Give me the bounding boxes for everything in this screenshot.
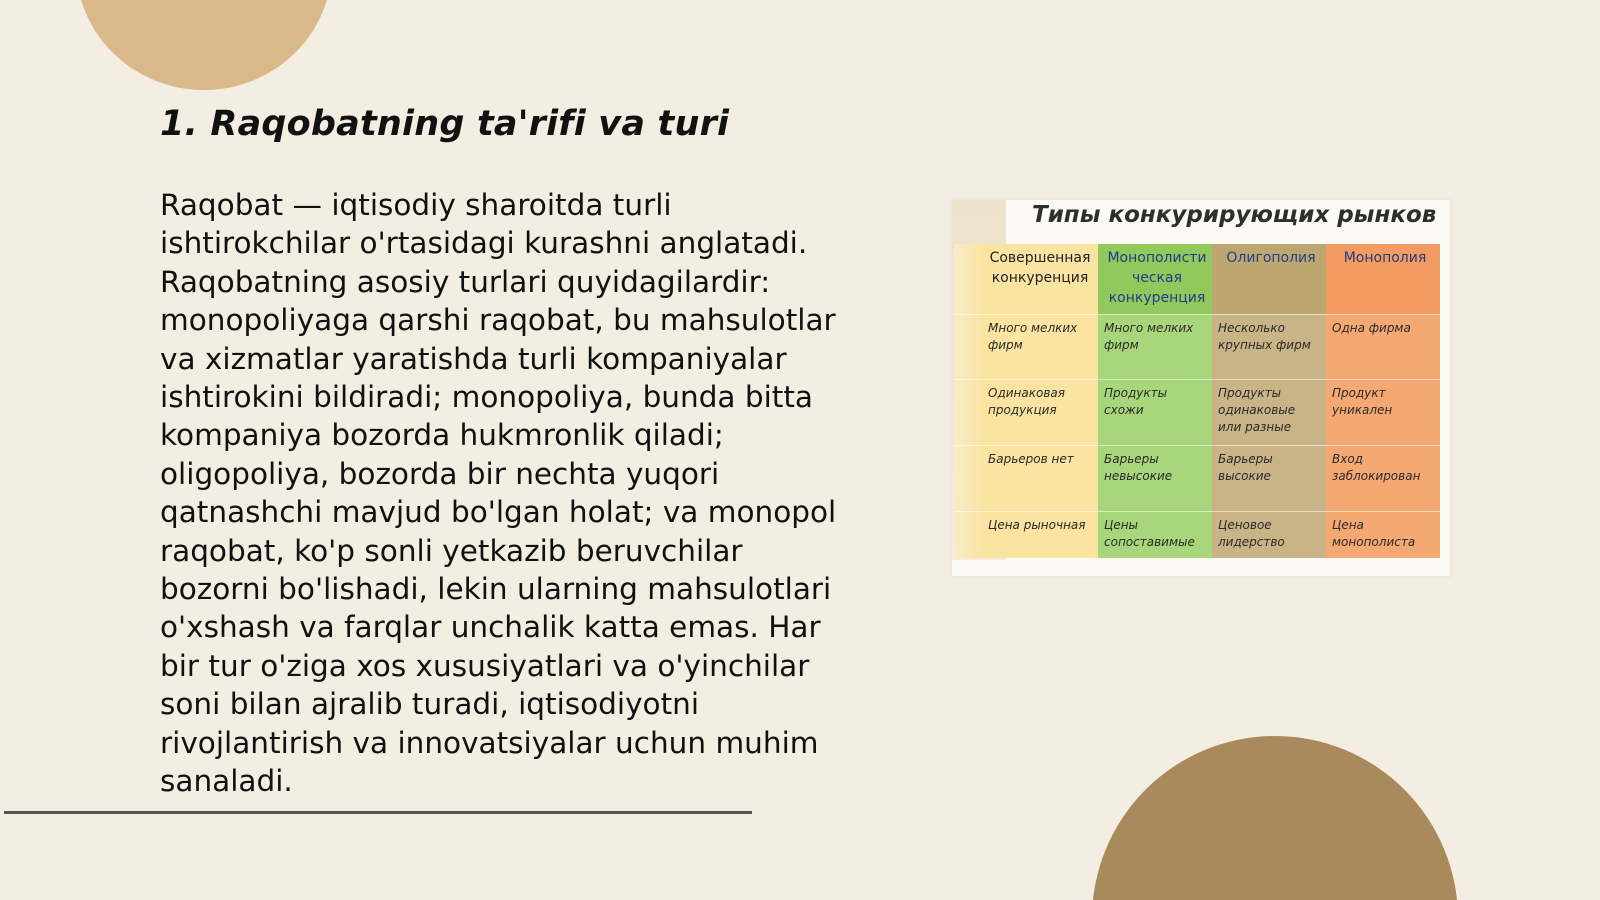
table-cell: Много мелких фирм: [1098, 314, 1212, 379]
header-oligopoly: Олигополия: [1212, 244, 1326, 314]
slide-title: 1. Raqobatning ta'rifi va turi: [160, 104, 730, 144]
table-cell: Цена рыночная: [954, 511, 1098, 558]
table-cell: Продукты одинаковые или разные: [1212, 379, 1326, 445]
header-monopolistic-competition: Монополисти ческая конкуренция: [1098, 244, 1212, 314]
slide-body-text: Raqobat — iqtisodiy sharoitda turli ishtirokchilar o'rtasidagi kurashni anglatadi. Raqobatning asosiy turlari quyidagilardir: monopoliyaga qarshi raqobat, bu mahsulotlar va xizmatlar yaratishda turli kompaniyalar ishtirokini bildiradi; monopoliya, bunda bitta kompaniya bozorda hukmronlik qiladi; oligopoliya, bozorda bir nechta yuqori qatnashchi mavjud bo'lgan holat; va monopol raqobat, ko'p sonli yetkazib beruvchilar bozorni bo'lishadi, lekin ularning mahsulotlari o'xshash va farqlar unchalik katta emas. Har bir tur o'ziga xos xususiyatlari va o'yinchilar soni bilan ajralib turadi, iqtisodiyotni rivojlantirish va innovatsiyalar uchun muhim sanaladi.: [160, 188, 837, 799]
table-title: Типы конкурирующих рынков: [1032, 202, 1437, 228]
table-cell: Цена монополиста: [1326, 511, 1440, 558]
decorative-circle-top: [76, 0, 332, 90]
table-cell: Ценовое лидерство: [1212, 511, 1326, 558]
table-cell: Несколько крупных фирм: [1212, 314, 1326, 379]
divider-line: [4, 811, 752, 814]
table-cell: Цены сопоставимые: [1098, 511, 1212, 558]
table-cell: Барьеры невысокие: [1098, 445, 1212, 511]
table-cell: Одинаковая продукция: [954, 379, 1098, 445]
decorative-circle-bottom: [1092, 736, 1458, 900]
table-cell: Продукт уникален: [1326, 379, 1440, 445]
header-monopoly: Монополия: [1326, 244, 1440, 314]
table-cell: Барьеры высокие: [1212, 445, 1326, 511]
header-perfect-competition: Совершенная конкуренция: [954, 244, 1098, 314]
market-types-grid: [954, 244, 1440, 558]
table-cell: Барьеров нет: [954, 445, 1098, 511]
market-types-table-image: [952, 200, 1450, 576]
table-cell: Много мелких фирм: [954, 314, 1098, 379]
table-cell: Одна фирма: [1326, 314, 1440, 379]
table-cell: Вход заблокирован: [1326, 445, 1440, 511]
table-cell: Продукты схожи: [1098, 379, 1212, 445]
